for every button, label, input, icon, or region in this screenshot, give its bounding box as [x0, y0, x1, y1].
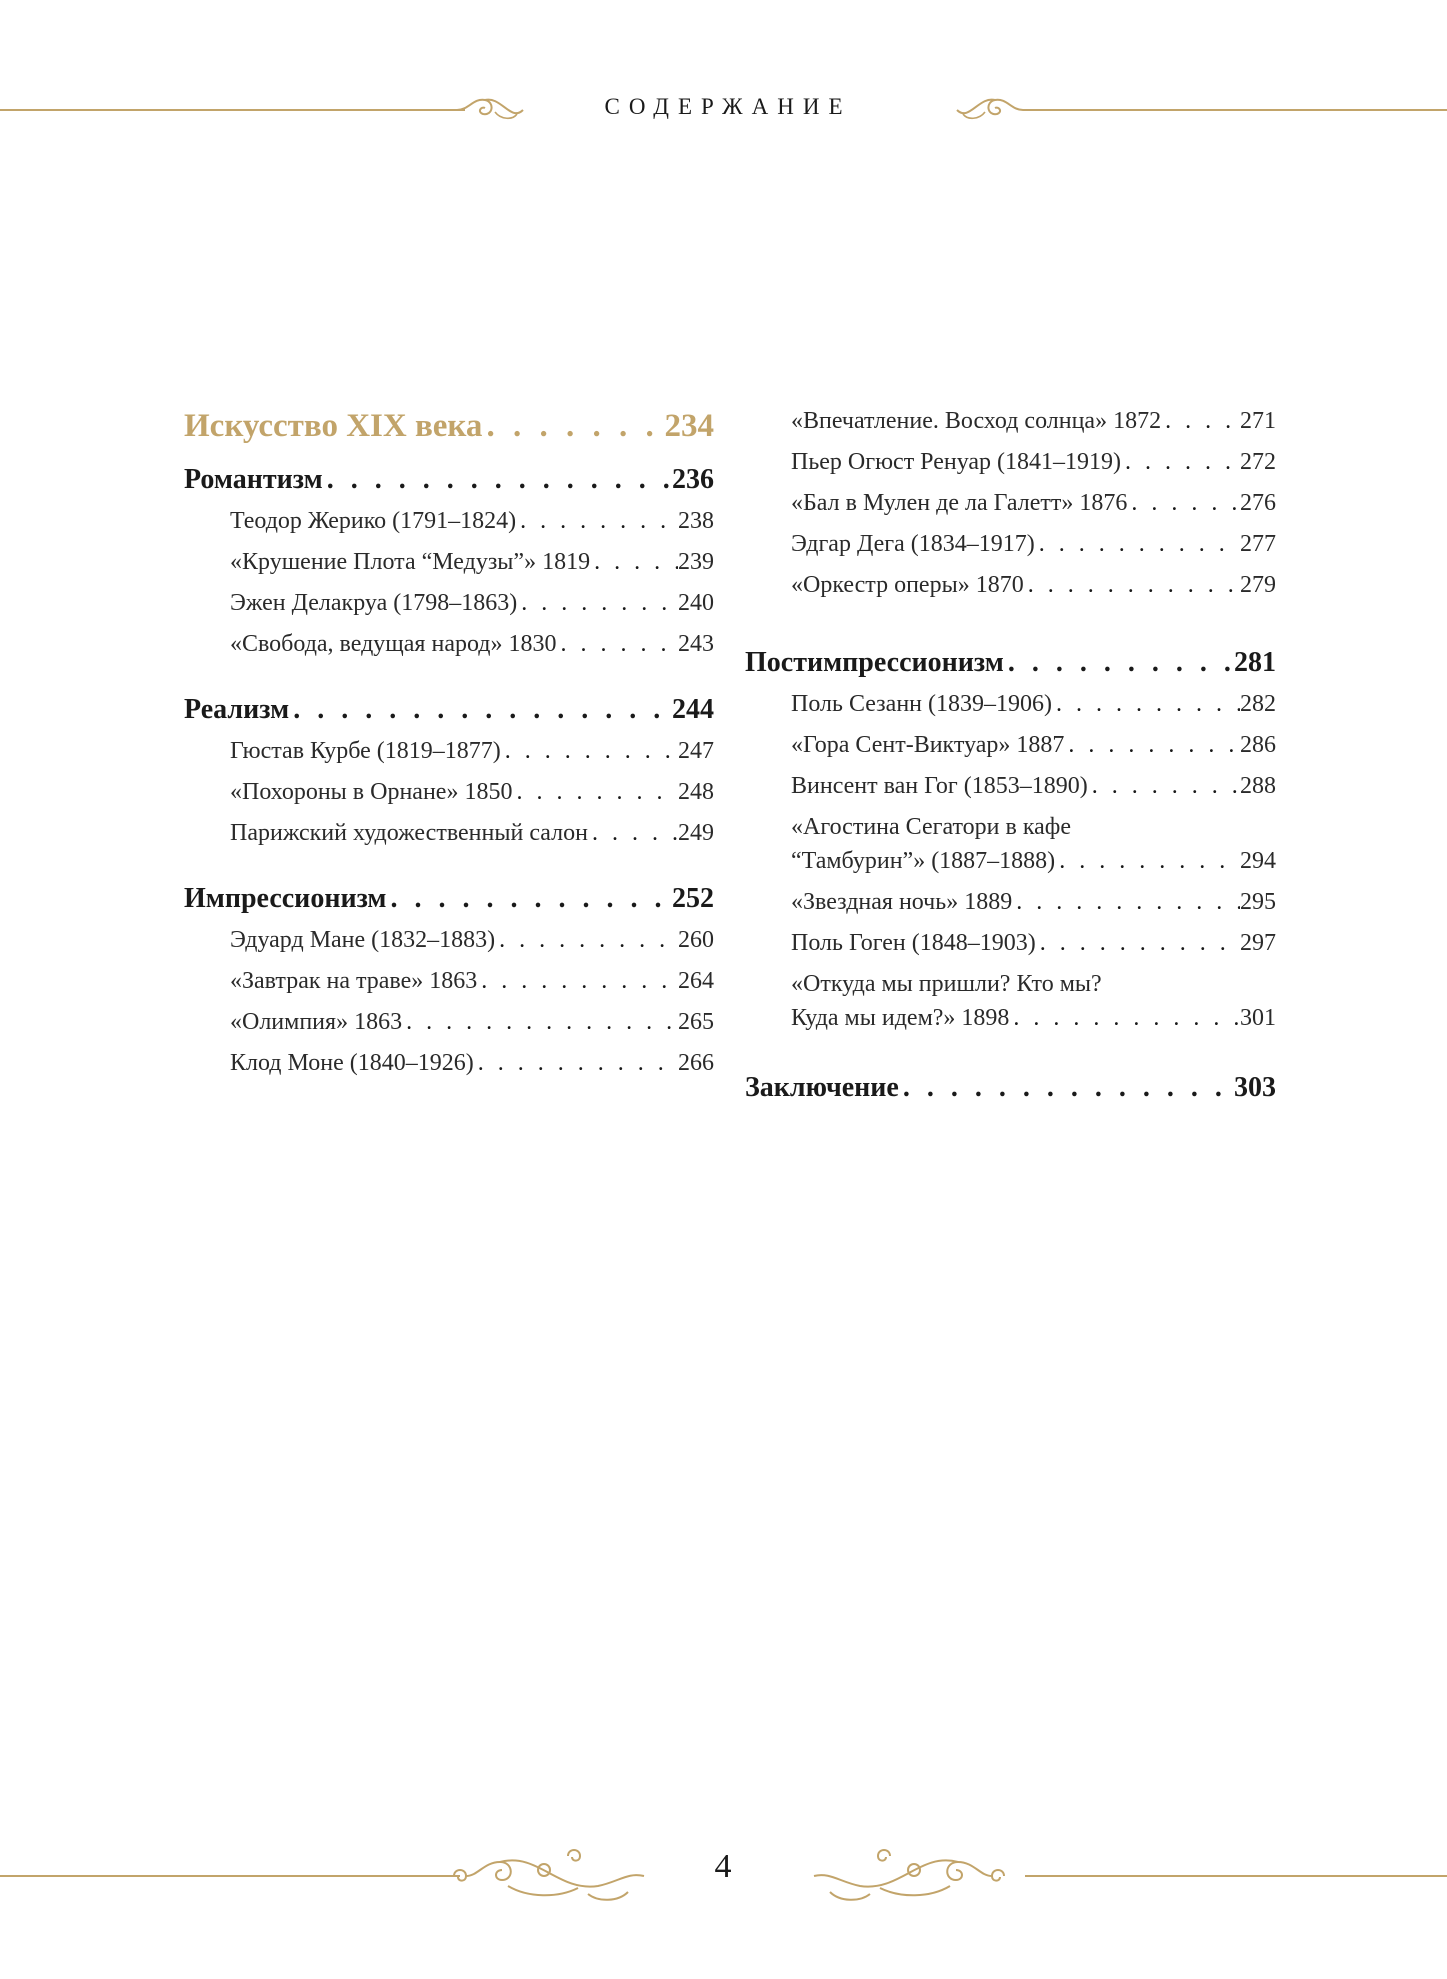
toc-entry[interactable]	[184, 508, 714, 549]
leader-dots	[1035, 531, 1240, 558]
leader-dots	[1004, 647, 1234, 679]
toc-entry-page: 260	[678, 927, 714, 953]
toc-entry-page: 266	[678, 1050, 714, 1076]
toc-section-page: 252	[672, 883, 714, 914]
toc-entry-page: 243	[678, 631, 714, 657]
flourish-ornament-icon	[955, 92, 1025, 128]
toc-entry-page: 276	[1240, 490, 1276, 516]
page-footer	[0, 1838, 1447, 1908]
toc-entry[interactable]	[745, 773, 1276, 814]
toc-entry[interactable]	[184, 968, 714, 1009]
leader-dots	[1052, 691, 1240, 718]
toc-entry-title: Клод Моне (1840–1926)	[230, 1050, 474, 1076]
toc-entry-title: «Гора Сент-Виктуар» 1887	[791, 732, 1065, 758]
leader-dots	[512, 779, 678, 806]
toc-entry-page: 301	[1240, 1005, 1276, 1031]
toc-entry[interactable]	[184, 927, 714, 968]
leader-dots	[1161, 408, 1240, 435]
toc-entry-title: Куда мы идем?» 1898	[791, 1005, 1010, 1031]
leader-dots	[1121, 449, 1240, 476]
toc-section-title: Реализм	[184, 694, 290, 725]
toc-entry-title: «Оркестр оперы» 1870	[791, 572, 1024, 598]
toc-entry[interactable]	[745, 848, 1276, 889]
toc-section-page: 236	[672, 464, 714, 495]
leader-dots	[495, 927, 678, 954]
toc-entry[interactable]	[184, 549, 714, 590]
leader-dots	[501, 738, 678, 765]
toc-section[interactable]	[745, 1072, 1276, 1116]
toc-part-page: 234	[664, 408, 714, 444]
toc-entry[interactable]	[745, 1005, 1276, 1046]
toc-entry-page: 249	[678, 820, 714, 846]
toc-entry-page: 295	[1240, 889, 1276, 915]
toc-entry[interactable]	[745, 408, 1276, 449]
toc-part-title: Искусство XIX века	[184, 408, 483, 444]
footer-rule-left	[0, 1875, 460, 1877]
toc-entry-title: Поль Сезанн (1839–1906)	[791, 691, 1052, 717]
toc-section-title: Заключение	[745, 1072, 899, 1103]
toc-entry-page: 240	[678, 590, 714, 616]
leader-dots	[323, 464, 672, 496]
toc-entry-page: 239	[678, 549, 714, 575]
toc-entry-page: 286	[1240, 732, 1276, 758]
toc-entry[interactable]	[184, 779, 714, 820]
toc-entry[interactable]	[184, 1009, 714, 1050]
toc-entry-page: 264	[678, 968, 714, 994]
toc-entry-title: Эдуард Мане (1832–1883)	[230, 927, 496, 953]
toc-entry[interactable]	[184, 1050, 714, 1091]
leader-dots	[1088, 773, 1240, 800]
scroll-ornament-icon	[810, 1842, 1010, 1906]
toc-entry-title: «Бал в Мулен де ла Галетт» 1876	[791, 490, 1128, 516]
running-header	[0, 90, 1447, 130]
toc-entry-page: 272	[1240, 449, 1276, 475]
leader-dots	[1127, 490, 1240, 517]
leader-dots	[588, 820, 678, 847]
toc-entry[interactable]	[745, 572, 1276, 613]
leader-dots	[1009, 1005, 1240, 1032]
toc-section-page: 244	[672, 694, 714, 725]
toc-entry[interactable]	[745, 889, 1276, 930]
leader-dots	[516, 508, 678, 535]
toc-entry-page: 297	[1240, 930, 1276, 956]
toc-entry-title: «Завтрак на траве» 1863	[230, 968, 478, 994]
toc-entry[interactable]	[745, 930, 1276, 971]
toc-entry-line1[interactable]: «Откуда мы пришли? Кто мы?	[791, 971, 1102, 997]
toc-entry-page: 271	[1240, 408, 1276, 434]
toc-entry-page: 265	[678, 1009, 714, 1035]
toc-section-title: Романтизм	[184, 464, 323, 495]
toc-entry[interactable]	[745, 691, 1276, 732]
toc-entry-title: Пьер Огюст Ренуар (1841–1919)	[791, 449, 1122, 475]
toc-entry-page: 277	[1240, 531, 1276, 557]
header-title: СОДЕРЖАНИЕ	[604, 94, 852, 119]
leader-dots	[1055, 848, 1240, 875]
toc-entry-title: Поль Гоген (1848–1903)	[791, 930, 1036, 956]
leader-dots	[477, 968, 678, 995]
toc-entry-page: 247	[678, 738, 714, 764]
toc-entry-page: 279	[1240, 572, 1276, 598]
leader-dots	[556, 631, 678, 658]
toc-entry-title: Эдгар Дега (1834–1917)	[791, 531, 1035, 557]
toc-entry-title: «Впечатление. Восход солнца» 1872	[791, 408, 1162, 434]
leader-dots	[590, 549, 678, 576]
toc-entry-title: “Тамбурин”» (1887–1888)	[791, 848, 1056, 874]
toc-left-column	[184, 408, 714, 1091]
toc-entry-title: «Звездная ночь» 1889	[791, 889, 1013, 915]
toc-entry[interactable]	[184, 738, 714, 779]
toc-entry-page: 248	[678, 779, 714, 805]
toc-section-title: Импрессионизм	[184, 883, 387, 914]
toc-section[interactable]	[184, 464, 714, 508]
leader-dots	[899, 1072, 1234, 1104]
page-number: 4	[714, 1848, 732, 1885]
toc-entry-title: «Свобода, ведущая народ» 1830	[230, 631, 557, 657]
toc-entry-title: Парижский художественный салон	[230, 820, 588, 846]
leader-dots	[1064, 732, 1240, 759]
leader-dots	[474, 1050, 678, 1077]
toc-section[interactable]	[184, 694, 714, 738]
footer-rule-right	[1025, 1875, 1447, 1877]
toc-entry[interactable]	[184, 590, 714, 631]
toc-entry-title: «Олимпия» 1863	[230, 1009, 403, 1035]
leader-dots	[482, 408, 664, 445]
toc-entry[interactable]	[184, 631, 714, 672]
leader-dots	[402, 1009, 678, 1036]
toc-section[interactable]	[184, 883, 714, 927]
leader-dots	[289, 694, 672, 726]
header-rule-right	[1023, 109, 1447, 111]
leader-dots	[1012, 889, 1240, 916]
toc-entry-title: Теодор Жерико (1791–1824)	[230, 508, 517, 534]
toc-entry-title: Винсент ван Гог (1853–1890)	[791, 773, 1088, 799]
scroll-ornament-icon	[448, 1842, 648, 1906]
toc-section-page: 281	[1234, 647, 1276, 678]
toc-entry-page: 238	[678, 508, 714, 534]
leader-dots	[1036, 930, 1240, 957]
toc-entry[interactable]	[745, 531, 1276, 572]
toc-entry-page: 294	[1240, 848, 1276, 874]
toc-entry[interactable]	[745, 732, 1276, 773]
toc-entry-title: «Похороны в Орнане» 1850	[230, 779, 513, 805]
toc-entry[interactable]	[745, 490, 1276, 531]
toc-section-title: Постимпрессионизм	[745, 647, 1004, 678]
toc-right-column	[745, 408, 1276, 1116]
toc-entry-title: «Крушение Плота “Медузы”» 1819	[230, 549, 591, 575]
toc-entry-page: 288	[1240, 773, 1276, 799]
toc-entry-title: Эжен Делакруа (1798–1863)	[230, 590, 518, 616]
leader-dots	[1024, 572, 1240, 599]
toc-entry[interactable]	[184, 820, 714, 861]
toc-part[interactable]	[184, 408, 714, 458]
toc-entry-page: 282	[1240, 691, 1276, 717]
leader-dots	[387, 883, 672, 915]
toc-section[interactable]	[745, 647, 1276, 691]
leader-dots	[517, 590, 678, 617]
toc-entry-line1[interactable]: «Агостина Сегатори в кафе	[791, 814, 1071, 840]
toc-entry[interactable]	[745, 449, 1276, 490]
toc-section-page: 303	[1234, 1072, 1276, 1103]
toc-entry-title: Гюстав Курбе (1819–1877)	[230, 738, 501, 764]
